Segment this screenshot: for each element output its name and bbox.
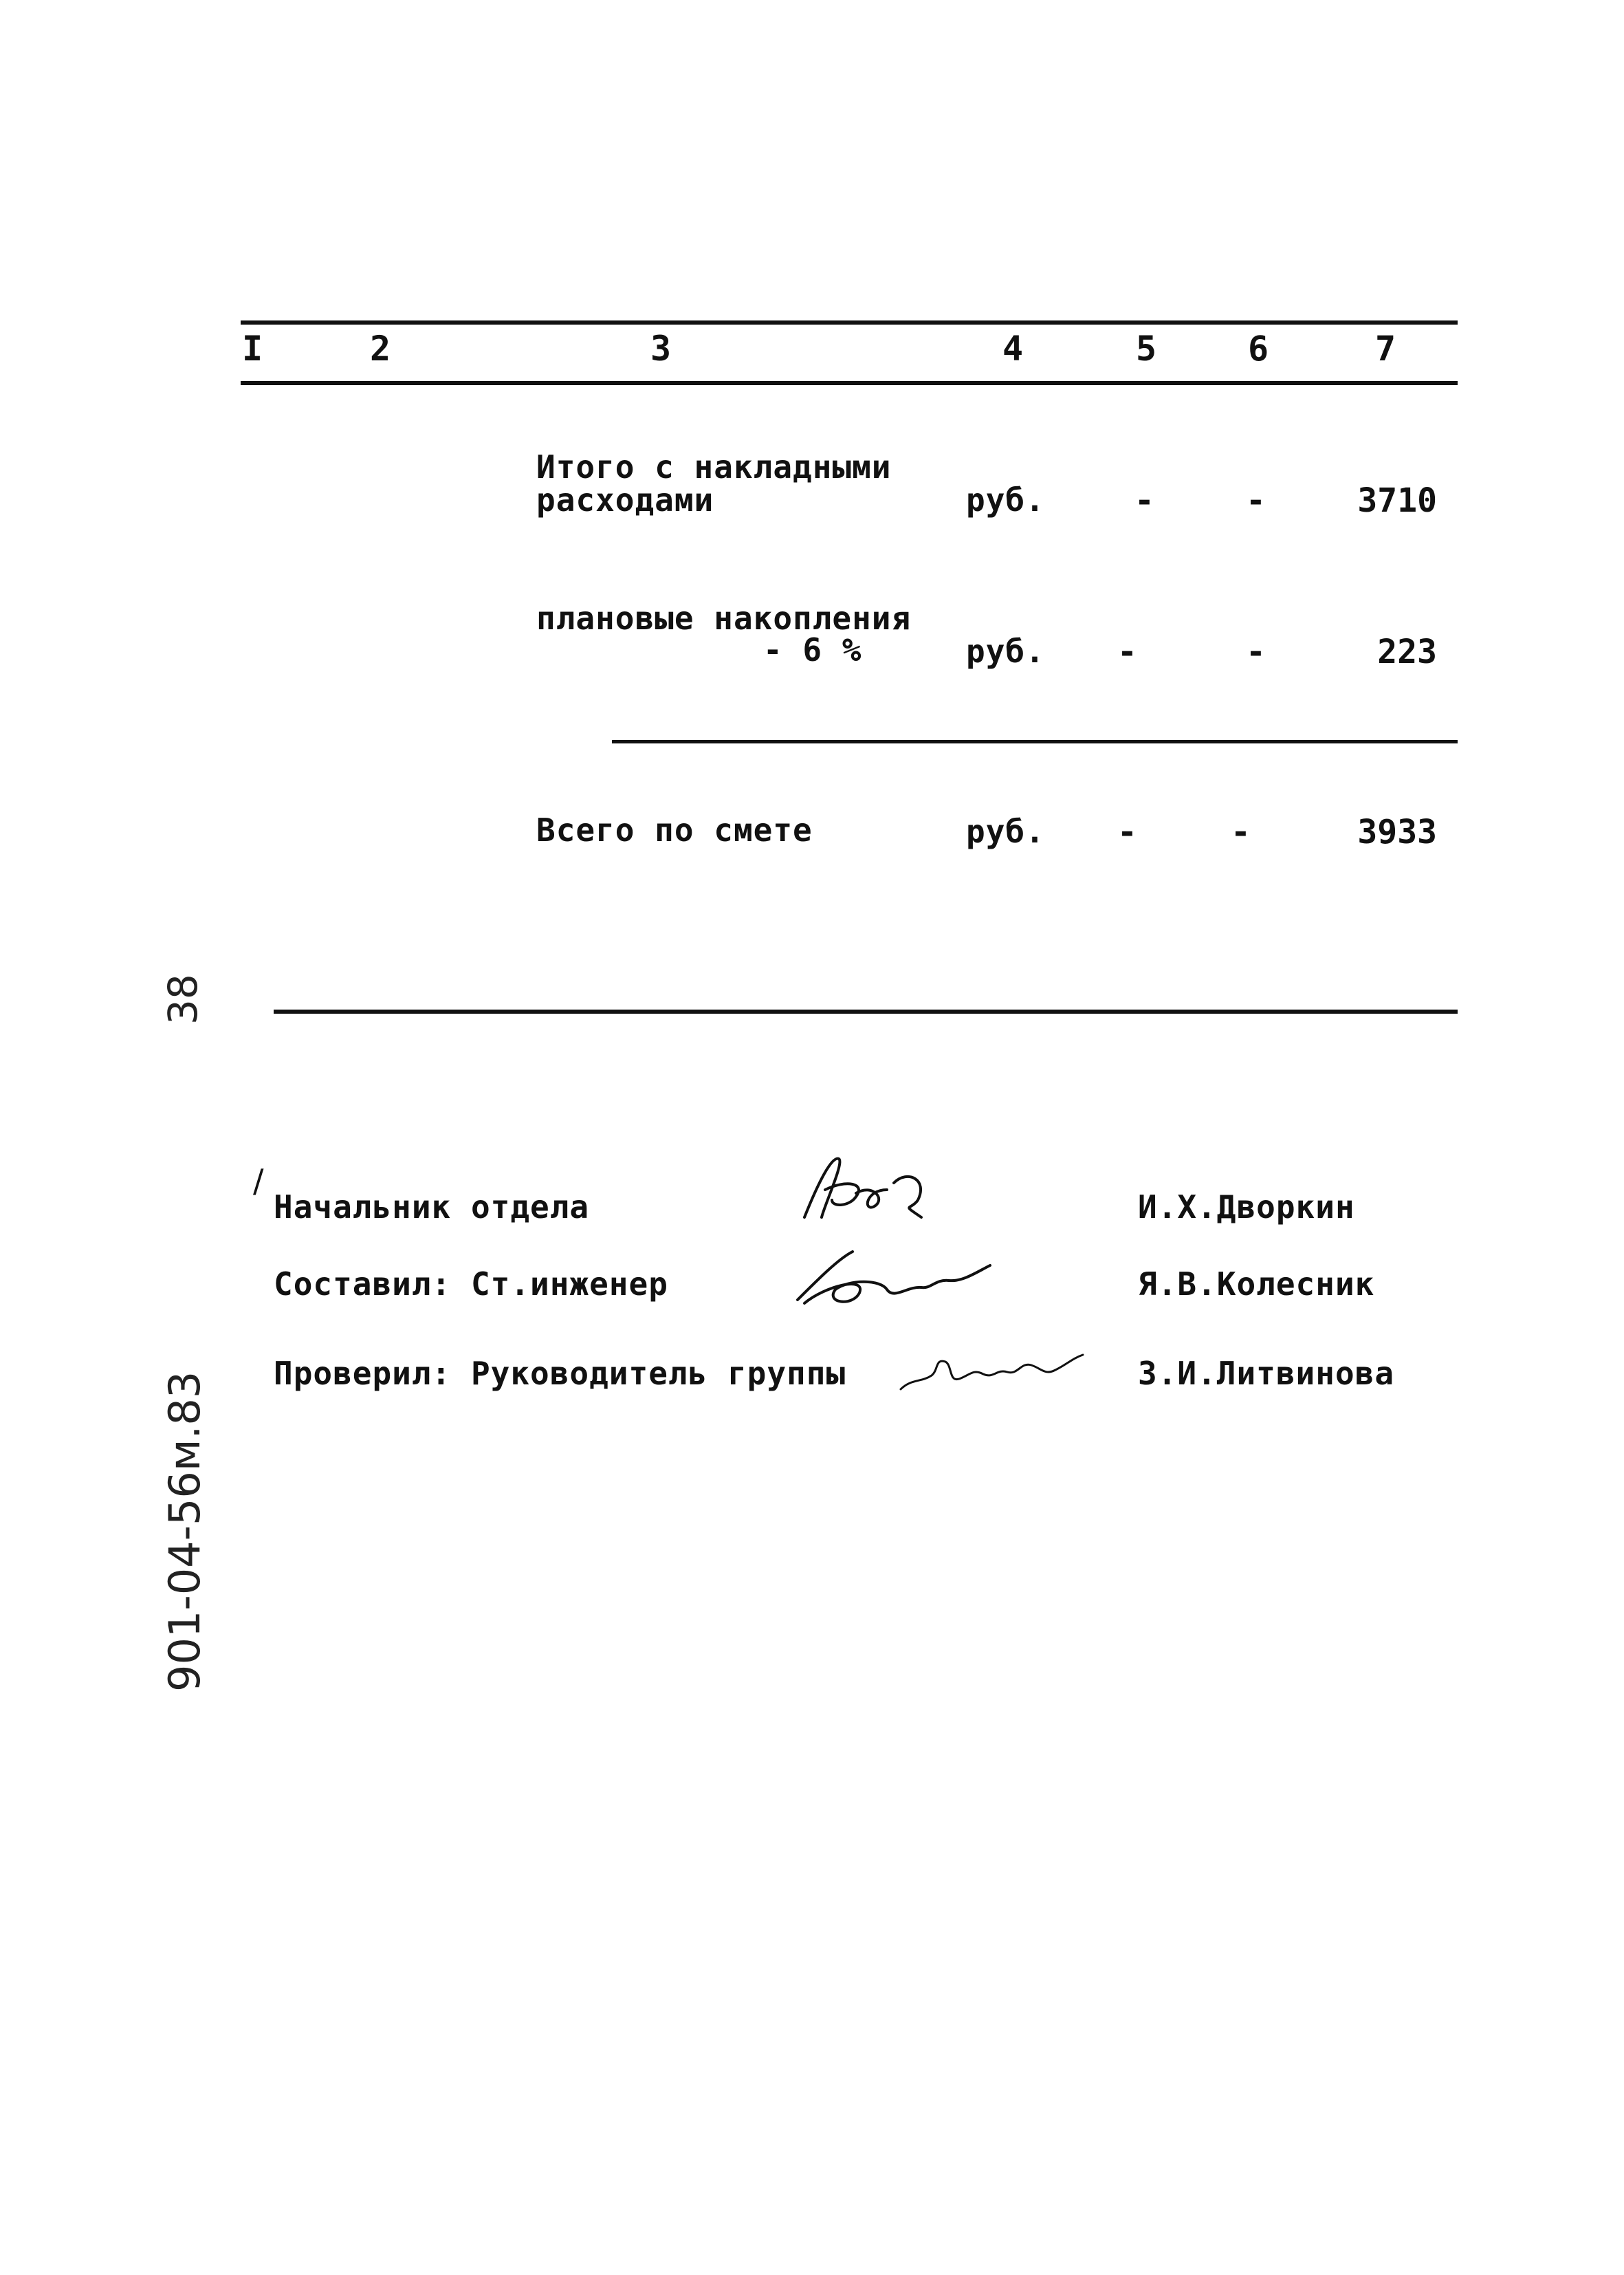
row-unit: руб. xyxy=(966,633,1045,670)
row-label-total: Всего по смете xyxy=(536,812,813,849)
header-bottom-rule xyxy=(241,381,1458,385)
row-value: 3933 xyxy=(1357,813,1437,851)
col-header-4: 4 xyxy=(1002,329,1024,369)
signature-name: Я.В.Колесник xyxy=(1138,1265,1375,1303)
handwritten-signature-1 xyxy=(791,1142,949,1238)
tick-mark: / xyxy=(253,1162,264,1199)
handwritten-signature-2 xyxy=(784,1238,1004,1320)
row-label-line2: - 6 % xyxy=(763,631,862,668)
row-label-line1: Итого с накладными xyxy=(536,448,892,486)
col-header-2: 2 xyxy=(370,329,391,369)
row-col5-dash: - xyxy=(1117,813,1137,851)
col-header-7: 7 xyxy=(1375,329,1396,369)
row-col5-dash: - xyxy=(1134,481,1154,520)
signature-role: Начальник отдела xyxy=(274,1188,590,1226)
row-label-line1: плановые накопления xyxy=(536,600,912,637)
row-label-line2: расходами xyxy=(536,481,714,519)
row-value: 223 xyxy=(1377,633,1437,671)
row-value: 3710 xyxy=(1357,481,1437,520)
table-bottom-rule xyxy=(274,1010,1458,1014)
row-col6-dash: - xyxy=(1246,481,1266,520)
page-number: 38 xyxy=(160,974,206,1025)
col-header-1: I xyxy=(242,329,263,369)
handwritten-signature-3 xyxy=(894,1341,1086,1403)
row-col6-dash: - xyxy=(1246,633,1266,671)
col-header-3: 3 xyxy=(650,329,672,369)
subtotal-rule xyxy=(612,740,1458,743)
col-header-5: 5 xyxy=(1136,329,1157,369)
col-header-6: 6 xyxy=(1248,329,1269,369)
row-unit: руб. xyxy=(966,813,1045,850)
row-unit: руб. xyxy=(966,481,1045,519)
row-col6-dash: - xyxy=(1231,813,1251,851)
row-col5-dash: - xyxy=(1117,633,1137,671)
signature-role: Составил: Ст.инженер xyxy=(274,1265,668,1303)
signature-name: И.Х.Дворкин xyxy=(1138,1188,1355,1226)
signature-name: З.И.Литвинова xyxy=(1138,1355,1395,1392)
header-top-rule xyxy=(241,320,1458,325)
signature-role: Проверил: Руководитель группы xyxy=(274,1355,846,1392)
document-code: 901-04-56м.83 xyxy=(160,1371,210,1692)
